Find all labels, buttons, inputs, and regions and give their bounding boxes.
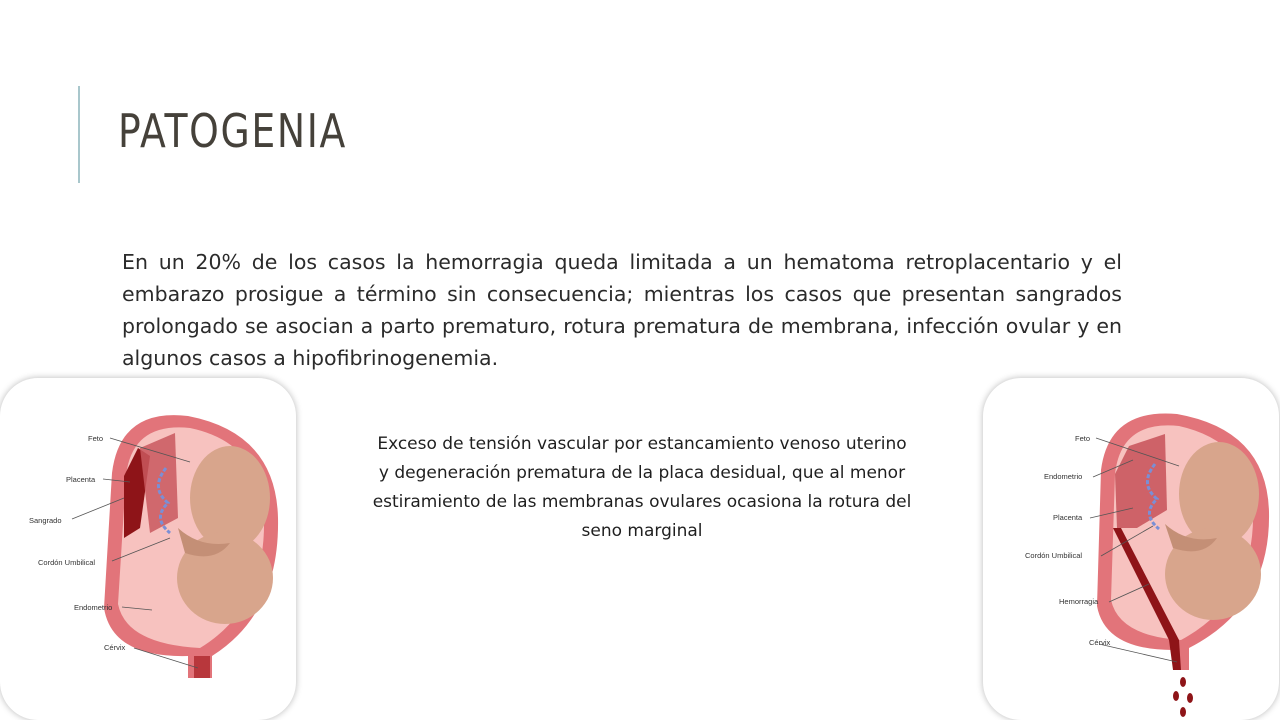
title-accent-bar [78, 86, 80, 183]
page-title: PATOGENIA [118, 104, 347, 158]
label-feto: Feto [1075, 434, 1091, 443]
label-placenta: Placenta [66, 475, 96, 484]
label-endometrio: Endometrio [74, 603, 113, 612]
uterus-diagram-right [983, 378, 1279, 720]
label-cordon-umbilical: Cordón Umbilical [1025, 551, 1083, 560]
body-paragraph: En un 20% de los casos la hemorragia queda limitada a un hematoma retroplacentario y el embarazo prosigue a término sin consecuencia; mientras los casos que presentan sangrados prolongado se asocian a parto prematuro, rotura prematura de membrana, infección ovular y en algunos casos a hipofibrinogenemia. [122, 250, 1122, 370]
label-feto: Feto [88, 434, 104, 443]
uterus-illustration-right [983, 378, 1279, 720]
uterus-illustration-left [0, 378, 296, 720]
label-cervix: Cérvix [104, 643, 126, 652]
label-endometrio: Endometrio [1044, 472, 1083, 481]
uterus-diagram-left [0, 378, 296, 720]
label-cordon-umbilical: Cordón Umbilical [38, 558, 96, 567]
label-sangrado: Sangrado [29, 516, 62, 525]
label-hemorragia: Hemorragia [1059, 597, 1099, 606]
mechanism-caption: Exceso de tensión vascular por estancamiento venoso uterino y degeneración prematura de la placa desidual, que al menor estiramiento de las membranas ovulares ocasiona la rotura del seno marginal [372, 434, 912, 541]
label-cervix: Cérvix [1089, 638, 1111, 647]
label-placenta: Placenta [1053, 513, 1083, 522]
